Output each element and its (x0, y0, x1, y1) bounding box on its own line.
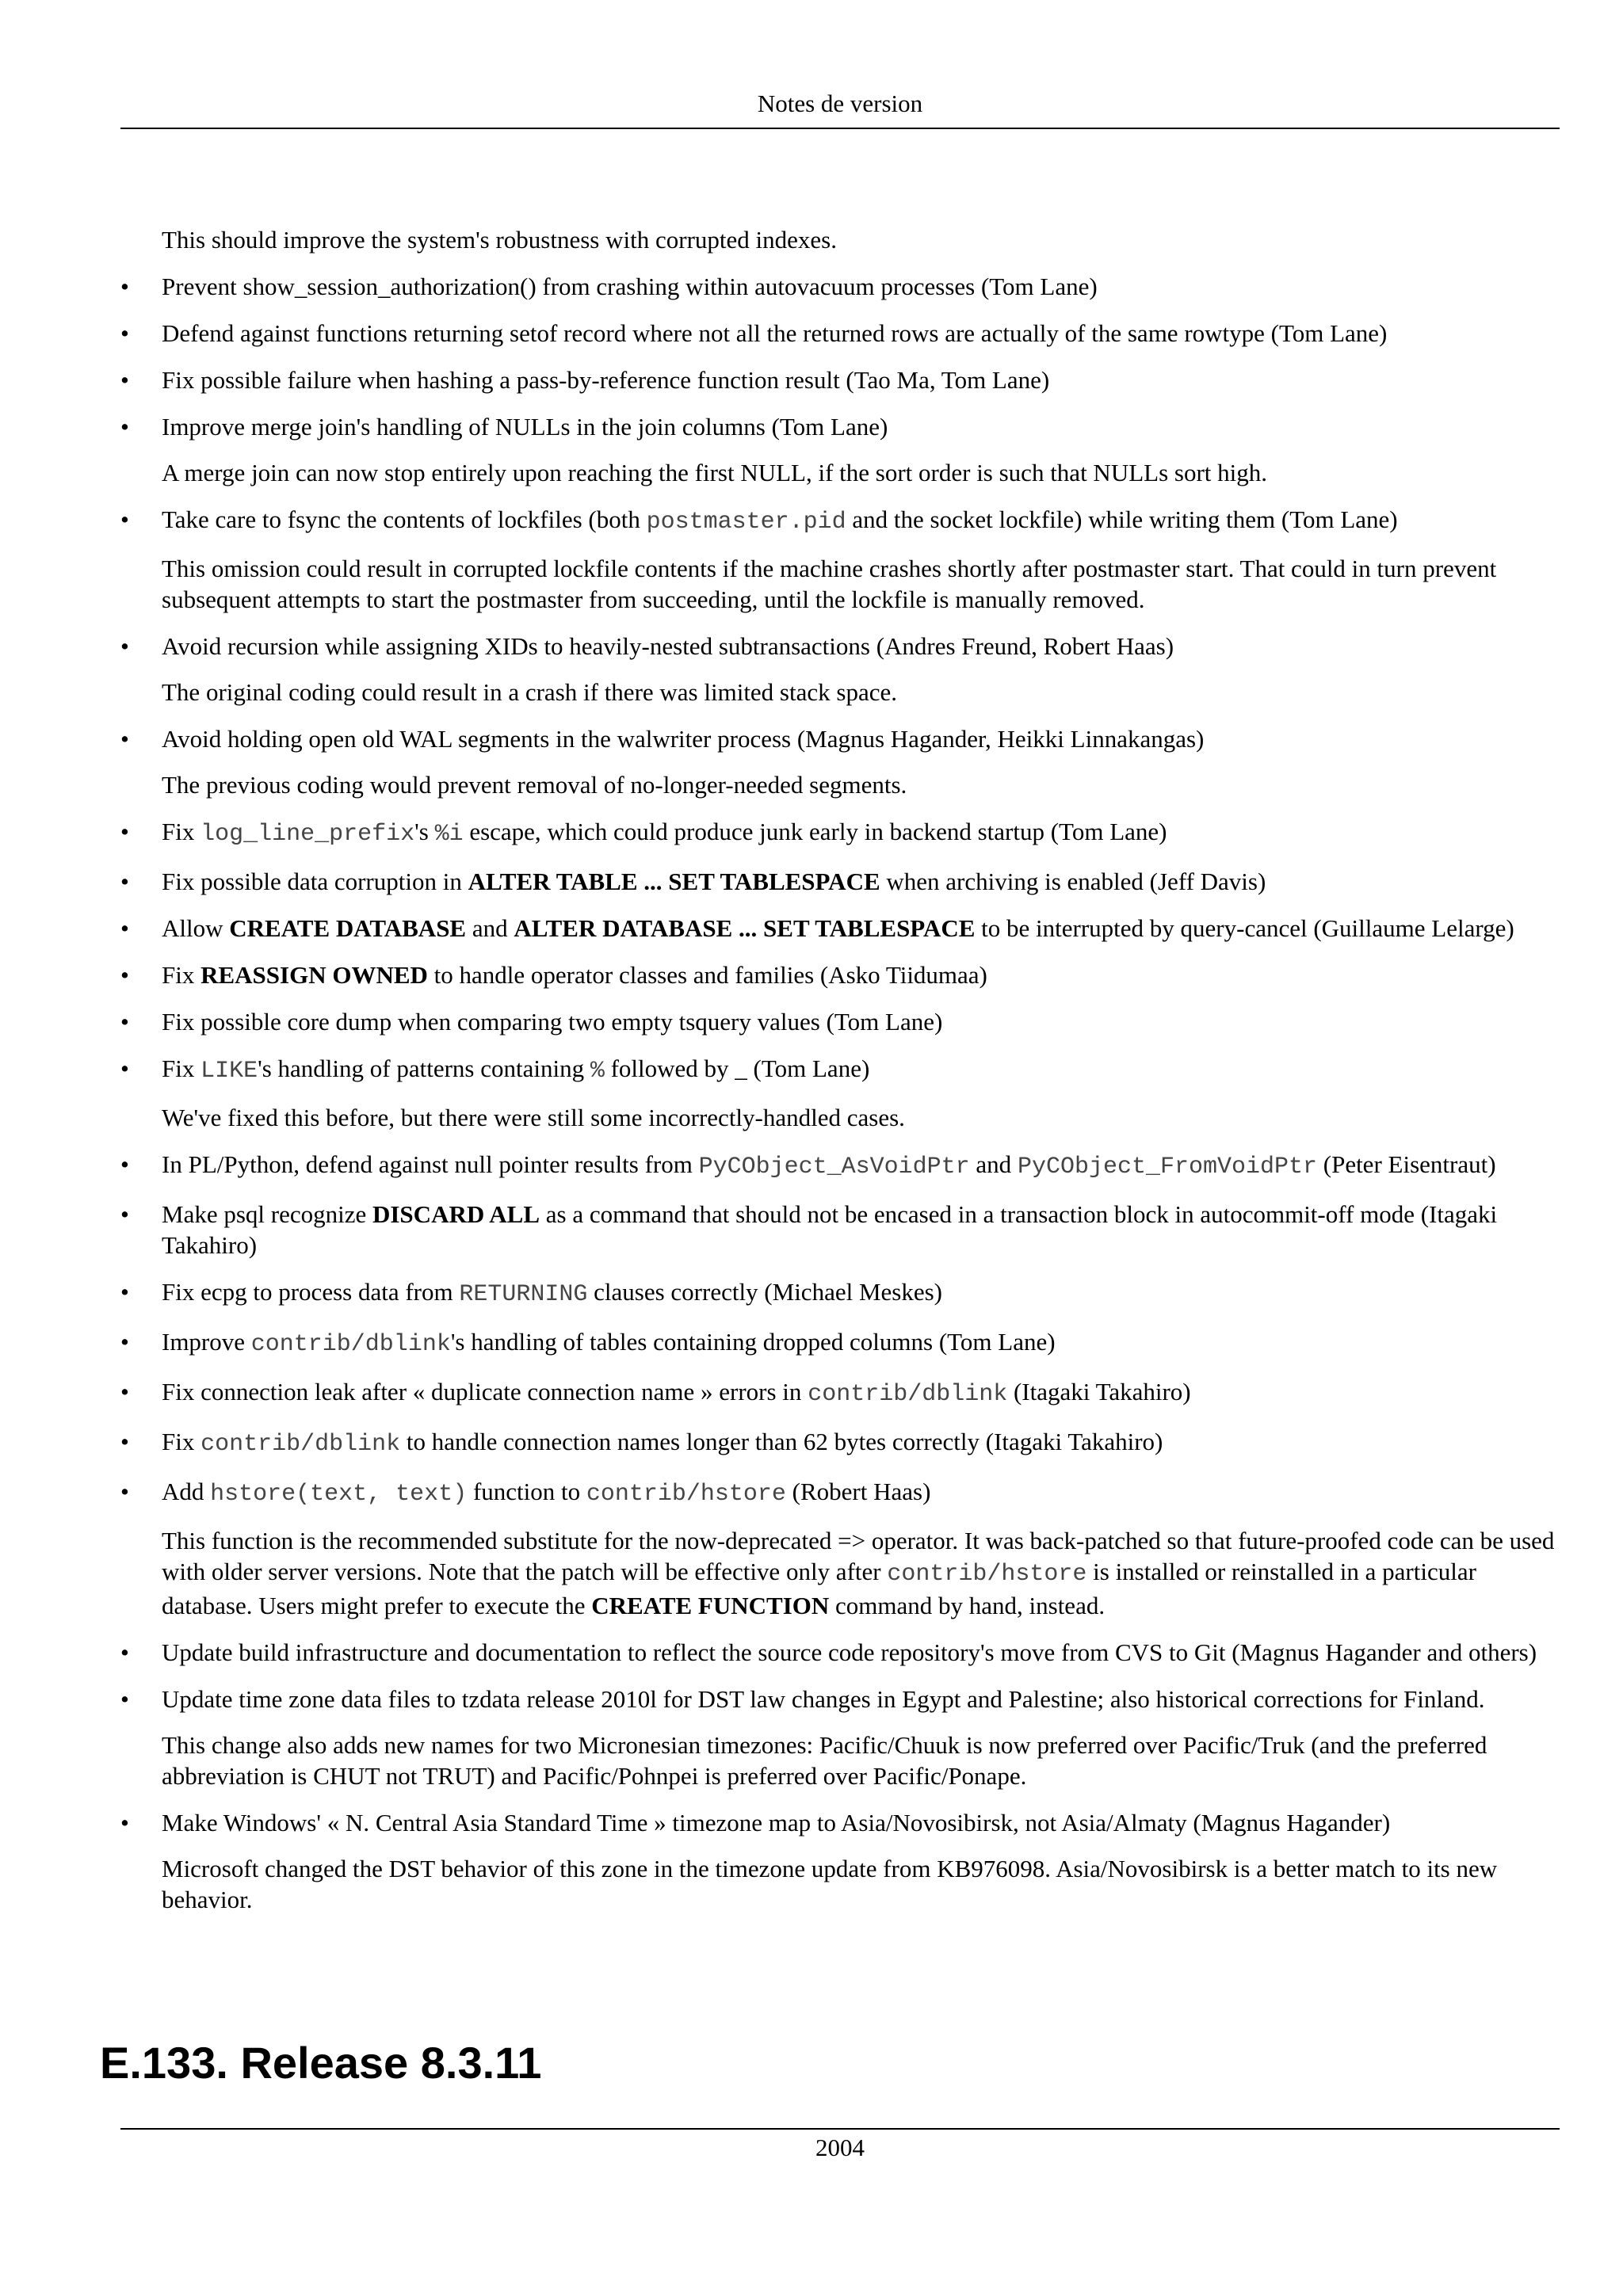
list-item (120, 1276, 1560, 1310)
item-text (162, 1426, 1560, 1460)
list-item (120, 913, 1560, 944)
text-run: and the socket lockfile) while writing them (Tom Lane) (846, 505, 1398, 533)
text-run: 's (414, 818, 435, 845)
release-notes-list (120, 224, 1560, 1931)
bullet-marker: • (120, 868, 129, 895)
text-run: Fix possible data corruption in (162, 868, 468, 895)
item-text (162, 959, 1560, 990)
list-item (120, 271, 1560, 302)
text-run: command by hand, instead. (829, 1592, 1106, 1619)
item-text: Defend against functions returning setof record where not all the returned rows are actually of the same rowtype (Tom Lane) (162, 319, 1388, 347)
code-escape: %i (434, 821, 464, 848)
sql-command: CREATE FUNCTION (591, 1592, 830, 1619)
list-item (120, 866, 1560, 897)
item-text: Improve merge join's handling of NULLs in the join columns (Tom Lane) (162, 413, 888, 441)
list-item (120, 318, 1560, 349)
code-filename: postmaster.pid (646, 509, 846, 536)
item-note: A merge join can now stop entirely upon reaching the first NULL, if the sort order is such that NULLs sort high. (162, 459, 1267, 486)
bullet-marker: • (120, 366, 129, 394)
text-run: escape, which could produce junk early in backend startup (Tom Lane) (463, 818, 1167, 845)
list-item (120, 411, 1560, 488)
text-run: Allow (162, 914, 230, 942)
list-item (120, 1807, 1560, 1915)
list-item (120, 1426, 1560, 1460)
bullet-marker: • (120, 413, 129, 441)
sql-command: REASSIGN OWNED (200, 961, 428, 989)
code-module: contrib/hstore (887, 1561, 1087, 1588)
item-text (162, 816, 1560, 850)
text-run: This function is the recommended substitute for the now-deprecated => operator. It was back-patched so that future-proofed code can be used with older server versions. Note that the patch will be effective only after (162, 1527, 1555, 1585)
item-note: We've fixed this before, but there were still some incorrectly-handled cases. (162, 1104, 905, 1131)
code-module: contrib/dblink (250, 1331, 451, 1358)
bullet-marker: • (120, 818, 129, 845)
page-number: 2004 (815, 2134, 865, 2161)
text-run: followed by _ (Tom Lane) (604, 1055, 870, 1082)
list-item (120, 1053, 1560, 1133)
list-item (120, 504, 1560, 615)
bullet-marker: • (120, 1685, 129, 1713)
list-item (120, 1476, 1560, 1621)
text-run: In PL/Python, defend against null pointer results from (162, 1150, 699, 1178)
bullet-marker: • (120, 1638, 129, 1666)
sql-command: ALTER TABLE ... SET TABLESPACE (468, 868, 880, 895)
item-text (162, 1376, 1560, 1410)
bullet-marker: • (120, 319, 129, 347)
text-run: Improve (162, 1328, 251, 1356)
code-module: contrib/dblink (200, 1431, 401, 1458)
item-text (162, 1326, 1560, 1360)
text-run: and (466, 914, 514, 942)
text-run: Add (162, 1478, 211, 1505)
sql-command: DISCARD ALL (372, 1200, 540, 1228)
item-text: Avoid holding open old WAL segments in the walwriter process (Magnus Hagander, Heikki Linnakangas) (162, 725, 1205, 753)
text-run: to handle connection names longer than 62 bytes correctly (Itagaki Takahiro) (400, 1428, 1163, 1455)
bullet-marker: • (120, 1055, 129, 1082)
bullet-marker: • (120, 1809, 129, 1836)
list-item (120, 1637, 1560, 1668)
bullet-marker: • (120, 1150, 129, 1178)
item-text (162, 1199, 1560, 1261)
code-wildcard: % (590, 1058, 605, 1085)
text-run: Fix (162, 1055, 201, 1082)
list-item (120, 364, 1560, 395)
header-rule (120, 128, 1560, 129)
item-note: This omission could result in corrupted lockfile contents if the machine crashes shortly after postmaster start. That could in turn prevent subsequent attempts to start the postmaster from succeeding, until the lockfile is manually removed. (162, 555, 1497, 613)
code-function: PyCObject_FromVoidPtr (1017, 1154, 1317, 1180)
text-run: Fix (162, 961, 201, 989)
bullet-marker: • (120, 1278, 129, 1306)
item-note: The previous coding would prevent removal of no-longer-needed segments. (162, 771, 907, 799)
sql-command: ALTER DATABASE ... SET TABLESPACE (514, 914, 976, 942)
item-text: Avoid recursion while assigning XIDs to heavily-nested subtransactions (Andres Freund, Robert Haas) (162, 632, 1174, 660)
item-text (162, 866, 1560, 897)
code-module: contrib/dblink (808, 1381, 1008, 1408)
text-run: Fix (162, 818, 201, 845)
item-text: Fix possible failure when hashing a pass-by-reference function result (Tao Ma, Tom Lane) (162, 366, 1050, 394)
running-header: Notes de version (757, 90, 923, 117)
bullet-marker: • (120, 632, 129, 660)
item-note: This change also adds new names for two Micronesian timezones: Pacific/Chuuk is now preferred over Pacific/Truk (and the preferred abbreviation is CHUT not TRUT) and Pacific/Pohnpei is preferred over Pacific/Ponape. (162, 1731, 1487, 1790)
text-run: Make psql recognize (162, 1200, 372, 1228)
code-operator: LIKE (200, 1058, 258, 1085)
bullet-marker: • (120, 273, 129, 300)
bullet-marker: • (120, 1328, 129, 1356)
list-item (120, 1006, 1560, 1037)
list-item (120, 1149, 1560, 1183)
bullet-marker: • (120, 1428, 129, 1455)
item-text: Update time zone data files to tzdata release 2010l for DST law changes in Egypt and Palestine; also historical corrections for Finland. (162, 1685, 1485, 1713)
text-run: Fix (162, 1428, 201, 1455)
text-run: function to (467, 1478, 586, 1505)
code-keyword: RETURNING (459, 1281, 588, 1308)
item-note: This should improve the system's robustness with corrupted indexes. (162, 226, 837, 254)
text-run: and (969, 1150, 1018, 1178)
item-text (162, 913, 1560, 944)
code-module: contrib/hstore (586, 1481, 786, 1508)
list-item (120, 723, 1560, 800)
text-run: 's handling of tables containing dropped columns (Tom Lane) (450, 1328, 1056, 1356)
item-text (162, 504, 1560, 538)
bullet-marker: • (120, 725, 129, 753)
text-run: is installed or reinstalled in a particular database. Users might prefer to execute the (162, 1558, 1476, 1619)
bullet-marker: • (120, 961, 129, 989)
item-text: Update build infrastructure and documentation to reflect the source code repository's move from CVS to Git (Magnus Hagander and others) (162, 1638, 1537, 1666)
item-text (162, 1053, 1560, 1087)
item-note: The original coding could result in a crash if there was limited stack space. (162, 678, 897, 706)
list-item (120, 1376, 1560, 1410)
item-text: Fix possible core dump when comparing two empty tsquery values (Tom Lane) (162, 1008, 943, 1035)
text-run: (Itagaki Takahiro) (1007, 1378, 1191, 1405)
text-run: Fix ecpg to process data from (162, 1278, 460, 1306)
item-text (162, 1476, 1560, 1510)
bullet-marker: • (120, 1200, 129, 1228)
list-item (120, 631, 1560, 707)
text-run: 's handling of patterns containing (258, 1055, 590, 1082)
list-item (120, 1326, 1560, 1360)
code-parameter: log_line_prefix (200, 821, 415, 848)
code-function: PyCObject_AsVoidPtr (698, 1154, 970, 1180)
sql-command: CREATE DATABASE (229, 914, 467, 942)
list-item (120, 1684, 1560, 1791)
section-heading: E.133. Release 8.3.11 (100, 2038, 542, 2088)
text-run: (Robert Haas) (785, 1478, 931, 1505)
text-run: as a command that should not be encased in a transaction block in autocommit-off mode (Itagaki Takahiro) (162, 1200, 1498, 1259)
text-run: to be interrupted by query-cancel (Guillaume Lelarge) (975, 914, 1514, 942)
item-text: Make Windows' « N. Central Asia Standard Time » timezone map to Asia/Novosibirsk, not Asia/Almaty (Magnus Hagander) (162, 1809, 1391, 1836)
bullet-marker: • (120, 1478, 129, 1505)
text-run: Take care to fsync the contents of lockfiles (both (162, 505, 647, 533)
code-function: hstore(text, text) (210, 1481, 468, 1508)
text-run: to handle operator classes and families (Asko Tiidumaa) (427, 961, 987, 989)
bullet-marker: • (120, 914, 129, 942)
text-run: when archiving is enabled (Jeff Davis) (880, 868, 1266, 895)
list-item (120, 1199, 1560, 1261)
bullet-marker: • (120, 505, 129, 533)
text-run: Fix connection leak after « duplicate connection name » errors in (162, 1378, 808, 1405)
item-text (162, 1276, 1560, 1310)
text-run: clauses correctly (Michael Meskes) (587, 1278, 942, 1306)
item-text: Prevent show_session_authorization() from crashing within autovacuum processes (Tom Lane) (162, 273, 1098, 300)
list-item (120, 959, 1560, 990)
item-text (162, 1149, 1560, 1183)
bullet-marker: • (120, 1378, 129, 1405)
item-note: Microsoft changed the DST behavior of this zone in the timezone update from KB976098. Asia/Novosibirsk is a better match to its new behavior. (162, 1855, 1498, 1913)
list-item (120, 224, 1560, 255)
item-note (162, 1525, 1560, 1621)
text-run: (Peter Eisentraut) (1317, 1150, 1496, 1178)
footer-rule (120, 2128, 1560, 2130)
bullet-marker: • (120, 1008, 129, 1035)
list-item (120, 816, 1560, 850)
